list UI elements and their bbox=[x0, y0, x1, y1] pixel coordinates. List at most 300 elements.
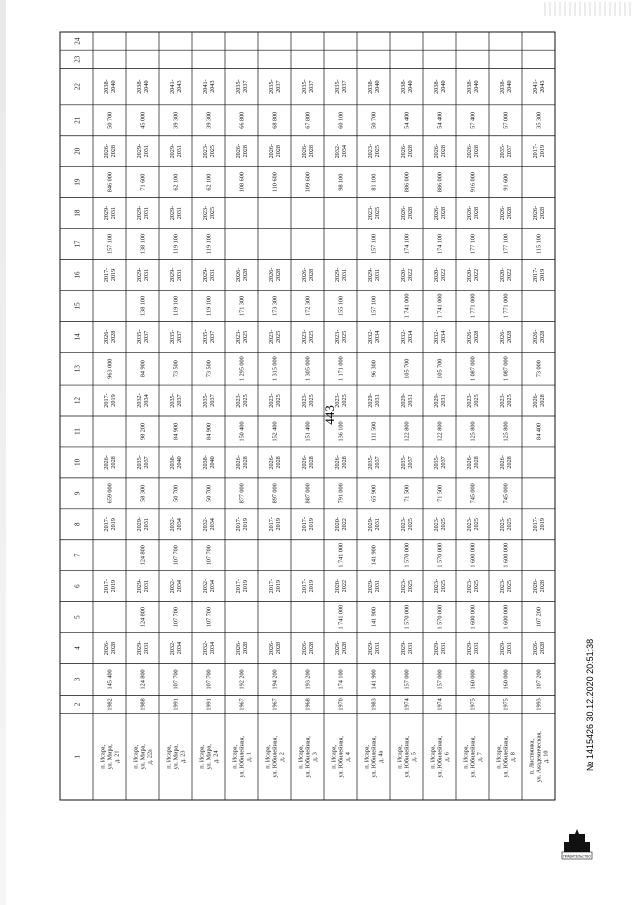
header-cell bbox=[74, 178, 82, 186]
table-cell-line: 1 570 000 bbox=[436, 604, 444, 630]
table-cell-line: 2023- bbox=[400, 578, 408, 594]
table-cell-line: 2031 bbox=[109, 206, 117, 220]
table-cell-line: 2035- bbox=[235, 79, 243, 94]
table-cell bbox=[404, 421, 411, 441]
header-cell bbox=[74, 147, 82, 155]
address-cell bbox=[199, 744, 220, 770]
address-cell-line: д. 24 bbox=[212, 750, 220, 763]
table-cell-line: 2028 bbox=[472, 330, 480, 344]
table-cell bbox=[239, 421, 246, 441]
address-cell-line: д. 7 bbox=[476, 752, 484, 762]
table-cell-line: 107 200 bbox=[535, 669, 543, 690]
address-cell-line: ул. Юбилейная, bbox=[337, 736, 345, 778]
table-cell bbox=[272, 698, 279, 710]
address-cell-line: ул. Мира, bbox=[172, 744, 180, 770]
table-cell-line: 192 200 bbox=[238, 669, 246, 690]
table-cell-line: 2029- bbox=[433, 640, 441, 656]
table-cell-line: 110 600 bbox=[271, 172, 279, 193]
table-cell bbox=[532, 268, 546, 282]
table-cell-line: 105 700 bbox=[403, 358, 411, 379]
table-cell-line: 54 400 bbox=[436, 111, 444, 129]
table-cell bbox=[103, 206, 117, 220]
table-cell-line: 1974 bbox=[403, 698, 411, 711]
table-cell-line: 60 100 bbox=[337, 111, 345, 129]
table-cell-line: 2038- bbox=[202, 455, 210, 470]
table-cell-line: 2026- bbox=[235, 455, 243, 470]
table-cell bbox=[140, 234, 147, 254]
table-cell bbox=[437, 543, 444, 568]
header-cell-line: 4 bbox=[73, 646, 82, 650]
data-table bbox=[60, 32, 555, 800]
header-cell bbox=[74, 397, 82, 405]
address-cell-line: ул. Юбилейная, bbox=[238, 736, 246, 778]
table-cell bbox=[173, 545, 180, 565]
table-cell-line: 107 700 bbox=[205, 545, 213, 566]
table-cell-line: 96 300 bbox=[370, 360, 378, 378]
table-cell bbox=[239, 669, 246, 689]
table-cell-line: 2020- bbox=[334, 517, 342, 532]
table-cell-line: 2028 bbox=[109, 330, 117, 344]
table-cell-line: 2025 bbox=[406, 518, 414, 531]
table-cell-line: 2029- bbox=[400, 640, 408, 656]
table-cell bbox=[202, 393, 216, 407]
table-cell-line: 1 087 000 bbox=[469, 356, 477, 382]
address-cell-line: п. Исара, bbox=[363, 744, 371, 769]
table-cell bbox=[140, 669, 147, 689]
table-cell-line: 2028 bbox=[406, 206, 414, 220]
address-cell-line: ул. Мира, bbox=[205, 744, 213, 770]
table-cell bbox=[206, 485, 213, 502]
table-cell-line: 846 000 bbox=[106, 172, 114, 193]
table-cell-line: 2032- bbox=[136, 393, 144, 408]
header-cell bbox=[74, 116, 82, 124]
table-cell-line: 2040 bbox=[142, 80, 150, 93]
table-cell bbox=[499, 268, 513, 282]
table-cell-line: 2023- bbox=[466, 578, 474, 594]
table-cell bbox=[536, 360, 543, 377]
table-cell-line: 2017- bbox=[301, 517, 309, 532]
table-cell-line: 2031 bbox=[175, 206, 183, 220]
table-cell-line: 2037 bbox=[208, 330, 216, 344]
table-cell-line: 2017- bbox=[532, 143, 540, 159]
table-cell bbox=[433, 79, 447, 93]
table-cell-line: 150 400 bbox=[238, 421, 246, 442]
table-cell-line: 2038- bbox=[466, 79, 474, 94]
table-cell bbox=[367, 206, 381, 220]
table-cell-line: 62 100 bbox=[205, 173, 213, 191]
table-cell bbox=[470, 543, 477, 568]
address-cell-line: ул. Юбилейная, bbox=[502, 736, 510, 778]
table-cell bbox=[103, 455, 117, 469]
table-cell bbox=[206, 360, 213, 377]
table-cell-line: 2023- bbox=[334, 393, 342, 408]
table-cell-line: 84 900 bbox=[172, 422, 180, 440]
table-cell-line: 193 200 bbox=[304, 669, 312, 690]
table-cell bbox=[437, 605, 444, 630]
table-cell-line: 2035- bbox=[301, 79, 309, 94]
table-cell-line: 2028 bbox=[439, 145, 447, 158]
table-cell-line: 2028 bbox=[307, 641, 315, 655]
table-cell-line: 84 400 bbox=[535, 422, 543, 440]
table-cell-line: 1967 bbox=[238, 698, 246, 711]
table-cell-line: 2034 bbox=[175, 518, 183, 531]
table-cell-line: 2037 bbox=[208, 394, 216, 407]
table-cell-line: 2029- bbox=[499, 640, 507, 656]
table-cell-line: 2025 bbox=[505, 579, 513, 593]
table-cell bbox=[532, 330, 546, 344]
table-cell bbox=[202, 517, 216, 531]
table-cell-line: 2029- bbox=[136, 267, 144, 283]
table-cell-line: 2025 bbox=[472, 518, 480, 531]
table-cell-line: 2026- bbox=[532, 640, 540, 656]
table-cell bbox=[301, 330, 315, 344]
table-cell bbox=[437, 172, 444, 192]
table-cell bbox=[202, 455, 216, 469]
table-cell bbox=[400, 455, 414, 469]
table-cell bbox=[367, 517, 381, 531]
table-cell bbox=[536, 698, 543, 710]
table-cell bbox=[268, 641, 282, 655]
table-cell-line: 2031 bbox=[472, 641, 480, 655]
table-cell-line: 2040 bbox=[406, 80, 414, 93]
table-cell bbox=[272, 296, 279, 316]
table-cell bbox=[433, 206, 447, 220]
table-cell-line: 2028 bbox=[439, 206, 447, 220]
table-cell-line: 2026- bbox=[499, 455, 507, 470]
table-cell bbox=[470, 234, 477, 254]
table-cell-line: 2035- bbox=[433, 455, 441, 470]
table-cell bbox=[404, 359, 411, 379]
table-cell-line: 177 100 bbox=[502, 233, 510, 255]
table-cell bbox=[499, 144, 513, 158]
table-cell-line: 2031 bbox=[406, 641, 414, 655]
table-cell-line: 1 570 000 bbox=[403, 542, 411, 568]
table-cell-line: 2022 bbox=[439, 268, 447, 282]
address-cell-line: д. 21 bbox=[113, 750, 121, 763]
table-cell-line: 2031 bbox=[175, 268, 183, 282]
header-cell-line: 23 bbox=[73, 55, 82, 63]
table-cell bbox=[305, 483, 312, 503]
table-cell bbox=[107, 234, 114, 254]
table-cell-line: 2025 bbox=[373, 206, 381, 220]
table-cell bbox=[503, 234, 510, 254]
table-cell bbox=[173, 174, 180, 191]
table-cell-line: 2037 bbox=[340, 80, 348, 93]
table-cell-line: 2022 bbox=[472, 268, 480, 282]
table-cell bbox=[499, 579, 513, 593]
table-cell-line: 2028 bbox=[109, 145, 117, 158]
table-cell-line: 2038- bbox=[136, 79, 144, 94]
address-cell-line: п. Исара, bbox=[396, 744, 404, 769]
header-cell-line: 19 bbox=[73, 178, 82, 186]
table-cell-line: 2038- bbox=[400, 79, 408, 94]
table-cell-line: 50 700 bbox=[370, 111, 378, 129]
table-cell bbox=[367, 455, 381, 469]
table-cell-line: 1991 bbox=[205, 698, 213, 711]
table-cell-line: 2017- bbox=[103, 267, 111, 283]
table-cell-line: 2019 bbox=[307, 579, 315, 593]
table-cell-line: 2032- bbox=[169, 640, 177, 656]
table-cell bbox=[235, 517, 249, 531]
table-cell bbox=[338, 483, 345, 503]
table-cell bbox=[437, 294, 444, 319]
table-cell bbox=[202, 79, 216, 93]
table-cell-line: 2028 bbox=[505, 456, 513, 469]
table-cell bbox=[140, 174, 147, 191]
table-cell-line: 2037 bbox=[373, 456, 381, 469]
table-cell bbox=[470, 698, 477, 710]
table-cell-line: 2041- bbox=[532, 79, 540, 94]
table-cell bbox=[136, 517, 150, 531]
table-cell-line: 50 700 bbox=[205, 484, 213, 502]
address-cell-line: ул. Мира, bbox=[139, 744, 147, 770]
table-cell bbox=[268, 455, 282, 469]
table-cell bbox=[305, 112, 312, 129]
table-cell bbox=[107, 483, 114, 503]
table-cell-line: 2034 bbox=[439, 330, 447, 344]
table-cell bbox=[169, 393, 183, 407]
table-cell bbox=[169, 330, 183, 344]
table-cell bbox=[136, 79, 150, 93]
table-cell-line: 2028 bbox=[109, 456, 117, 469]
table-cell-line: 160 000 bbox=[469, 669, 477, 690]
address-cell-line: ул. Юбилейная, bbox=[403, 736, 411, 778]
table-cell-line: 177 100 bbox=[469, 233, 477, 255]
table-cell-line: 107 700 bbox=[205, 669, 213, 690]
table-cell-line: 2040 bbox=[472, 80, 480, 93]
table-cell bbox=[404, 294, 411, 319]
address-cell-line: д. 22а bbox=[146, 749, 154, 765]
table-cell bbox=[532, 144, 546, 158]
address-cell bbox=[496, 736, 517, 778]
table-cell bbox=[239, 483, 246, 503]
table-cell bbox=[400, 330, 414, 344]
table-cell-line: 157 100 bbox=[370, 295, 378, 316]
table-cell bbox=[532, 517, 546, 531]
table-cell-line: 1988 bbox=[139, 698, 147, 711]
table-cell-line: 2040 bbox=[208, 456, 216, 469]
table-cell bbox=[499, 206, 513, 220]
table-cell-line: 160 000 bbox=[502, 669, 510, 690]
address-cell-line: п. Исара, bbox=[198, 744, 206, 769]
header-cell-line: 18 bbox=[73, 209, 82, 217]
table-cell-line: 2031 bbox=[505, 641, 513, 655]
table-cell-line: 2025 bbox=[439, 579, 447, 593]
table-cell-line: 2037 bbox=[307, 80, 315, 93]
table-cell-line: 2019 bbox=[538, 145, 546, 158]
table-cell bbox=[202, 144, 216, 158]
table-cell-line: 1 315 000 bbox=[271, 356, 279, 382]
table-cell bbox=[173, 698, 180, 710]
table-cell bbox=[169, 517, 183, 531]
table-cell bbox=[206, 669, 213, 689]
table-cell-line: 2026- bbox=[301, 267, 309, 283]
address-cell-line: п. Исара, bbox=[297, 744, 305, 769]
table-cell-line: 122 800 bbox=[403, 421, 411, 442]
table-cell-line: 897 000 bbox=[271, 483, 279, 504]
table-cell-line: 2038- bbox=[433, 79, 441, 94]
header-cell bbox=[74, 553, 82, 557]
table-cell-line: 2026- bbox=[466, 329, 474, 345]
table-cell-line: 50 700 bbox=[172, 484, 180, 502]
table-cell-line: 916 000 bbox=[469, 172, 477, 193]
table-cell bbox=[173, 607, 180, 627]
table-cell bbox=[169, 206, 183, 220]
table-cell-line: 2026- bbox=[433, 143, 441, 159]
table-cell-line: 2040 bbox=[373, 80, 381, 93]
table-cell-line: 1 305 000 bbox=[304, 356, 312, 382]
table-cell-line: 157 100 bbox=[370, 233, 378, 255]
address-cell bbox=[166, 744, 187, 770]
table-cell-line: 124 800 bbox=[139, 669, 147, 690]
stamp-label: ПРАВИТЕЛЬСТВО bbox=[563, 854, 591, 859]
table-cell bbox=[437, 698, 444, 710]
table-cell-line: 2017- bbox=[103, 517, 111, 532]
table-cell bbox=[140, 485, 147, 502]
table-cell-line: 2026- bbox=[466, 143, 474, 159]
table-cell-line: 2017- bbox=[301, 578, 309, 594]
table-cell-line: 68 800 bbox=[271, 111, 279, 129]
table-cell bbox=[235, 268, 249, 282]
table-cell bbox=[400, 517, 414, 531]
table-cell-line: 155 100 bbox=[337, 295, 345, 316]
address-cell-line: ул. Юбилейная, bbox=[370, 736, 378, 778]
table-cell bbox=[268, 393, 282, 407]
table-cell-line: 108 600 bbox=[238, 172, 246, 193]
table-cell bbox=[470, 421, 477, 441]
table-cell-line: 2028 bbox=[340, 641, 348, 655]
table-cell-line: 2019 bbox=[274, 518, 282, 531]
table-cell-line: 2023- bbox=[235, 393, 243, 408]
table-cell bbox=[367, 579, 381, 593]
table-cell bbox=[103, 144, 117, 158]
table-cell-line: 2031 bbox=[142, 206, 150, 220]
table-cell bbox=[367, 330, 381, 344]
table-cell-line: 105 700 bbox=[436, 358, 444, 379]
table-cell bbox=[268, 517, 282, 531]
table-cell bbox=[239, 296, 246, 316]
table-cell-line: 2031 bbox=[142, 641, 150, 655]
table-cell-line: 2029- bbox=[169, 205, 177, 221]
table-cell bbox=[173, 112, 180, 129]
table-cell-line: 2019 bbox=[109, 394, 117, 407]
header-cell-line: 16 bbox=[73, 271, 82, 279]
table-cell-line: 2034 bbox=[340, 145, 348, 158]
table-cell bbox=[433, 517, 447, 531]
table-cell bbox=[272, 669, 279, 689]
table-cell-line: 2025 bbox=[505, 518, 513, 531]
table-cell-line: 2032- bbox=[202, 517, 210, 532]
table-cell bbox=[136, 330, 150, 344]
table-cell-line: 2023- bbox=[466, 517, 474, 532]
table-cell-line: 2023- bbox=[202, 143, 210, 159]
table-cell-line: 91 600 bbox=[502, 173, 510, 191]
table-cell-line: 73 000 bbox=[535, 360, 543, 378]
address-cell-line: д. 4 bbox=[344, 752, 352, 762]
table-cell-line: 98 200 bbox=[139, 422, 147, 440]
table-cell-line: 2026- bbox=[466, 455, 474, 470]
table-cell-line: 2026- bbox=[103, 640, 111, 656]
table-cell bbox=[404, 234, 411, 254]
header-cell bbox=[74, 522, 82, 526]
table-cell-line: 2029- bbox=[367, 517, 375, 532]
address-cell bbox=[232, 736, 253, 778]
table-cell-line: 2022 bbox=[340, 518, 348, 531]
table-cell-line: 2025 bbox=[274, 394, 282, 407]
table-cell bbox=[466, 517, 480, 531]
table-cell-line: 2029- bbox=[202, 267, 210, 283]
table-cell-line: 2028 bbox=[274, 268, 282, 282]
table-cell-line: 119 100 bbox=[172, 234, 180, 254]
table-cell-line: 2034 bbox=[406, 330, 414, 344]
table-cell-line: 107 700 bbox=[172, 607, 180, 628]
address-cell bbox=[430, 736, 451, 778]
table-cell bbox=[202, 206, 216, 220]
header-cell-line: 24 bbox=[73, 37, 82, 45]
table-cell-line: 2026- bbox=[532, 205, 540, 221]
table-cell-line: 963 000 bbox=[106, 358, 114, 379]
table-cell bbox=[301, 79, 315, 93]
table-cell-line: 54 400 bbox=[403, 111, 411, 129]
table-cell-line: 2031 bbox=[439, 641, 447, 655]
address-cell-line: п. Исара, bbox=[330, 744, 338, 769]
table-cell bbox=[371, 234, 378, 254]
table-cell-line: 2022 bbox=[406, 268, 414, 282]
table-cell-line: 2029- bbox=[433, 393, 441, 408]
table-cell-line: 2028 bbox=[538, 206, 546, 220]
table-cell bbox=[338, 296, 345, 316]
table-cell-line: 2040 bbox=[505, 80, 513, 93]
table-cell-line: 39 300 bbox=[205, 111, 213, 129]
table-cell-line: 2020- bbox=[433, 267, 441, 283]
header-cell bbox=[74, 271, 82, 279]
address-cell bbox=[100, 744, 121, 770]
table-cell-line: 2026- bbox=[268, 455, 276, 470]
table-cell bbox=[536, 669, 543, 689]
table-cell bbox=[499, 455, 513, 469]
table-cell bbox=[433, 455, 447, 469]
table-cell-line: 152 400 bbox=[271, 421, 279, 442]
table-cell-line: 659 000 bbox=[106, 483, 114, 504]
table-cell bbox=[470, 669, 477, 689]
header-cell-line: 14 bbox=[73, 333, 82, 341]
table-cell-line: 2028 bbox=[307, 268, 315, 282]
table-cell bbox=[433, 393, 447, 407]
table-cell bbox=[470, 605, 477, 630]
table-cell-line: 174 100 bbox=[337, 669, 345, 690]
table-cell-line: 2020- bbox=[334, 578, 342, 594]
table-cell-line: 2031 bbox=[142, 579, 150, 593]
table-cell bbox=[103, 268, 117, 282]
header-cell-line: 6 bbox=[73, 584, 82, 588]
table-cell bbox=[499, 330, 513, 344]
table-cell-line: 107 700 bbox=[172, 545, 180, 566]
table-cell bbox=[466, 144, 480, 158]
table-cell-line: 2031 bbox=[439, 394, 447, 407]
table-cell-line: 2028 bbox=[538, 579, 546, 593]
table-cell bbox=[305, 669, 312, 689]
table-cell-line: 2035- bbox=[367, 455, 375, 470]
table-cell-line: 2043 bbox=[175, 80, 183, 93]
table-cell bbox=[107, 698, 114, 710]
table-cell bbox=[532, 641, 546, 655]
address-cell-line: п. Исара, bbox=[462, 744, 470, 769]
table-cell bbox=[404, 698, 411, 710]
table-cell bbox=[437, 234, 444, 254]
table-cell-line: 174 100 bbox=[436, 233, 444, 255]
table-cell bbox=[334, 268, 348, 282]
address-cell bbox=[463, 736, 484, 778]
